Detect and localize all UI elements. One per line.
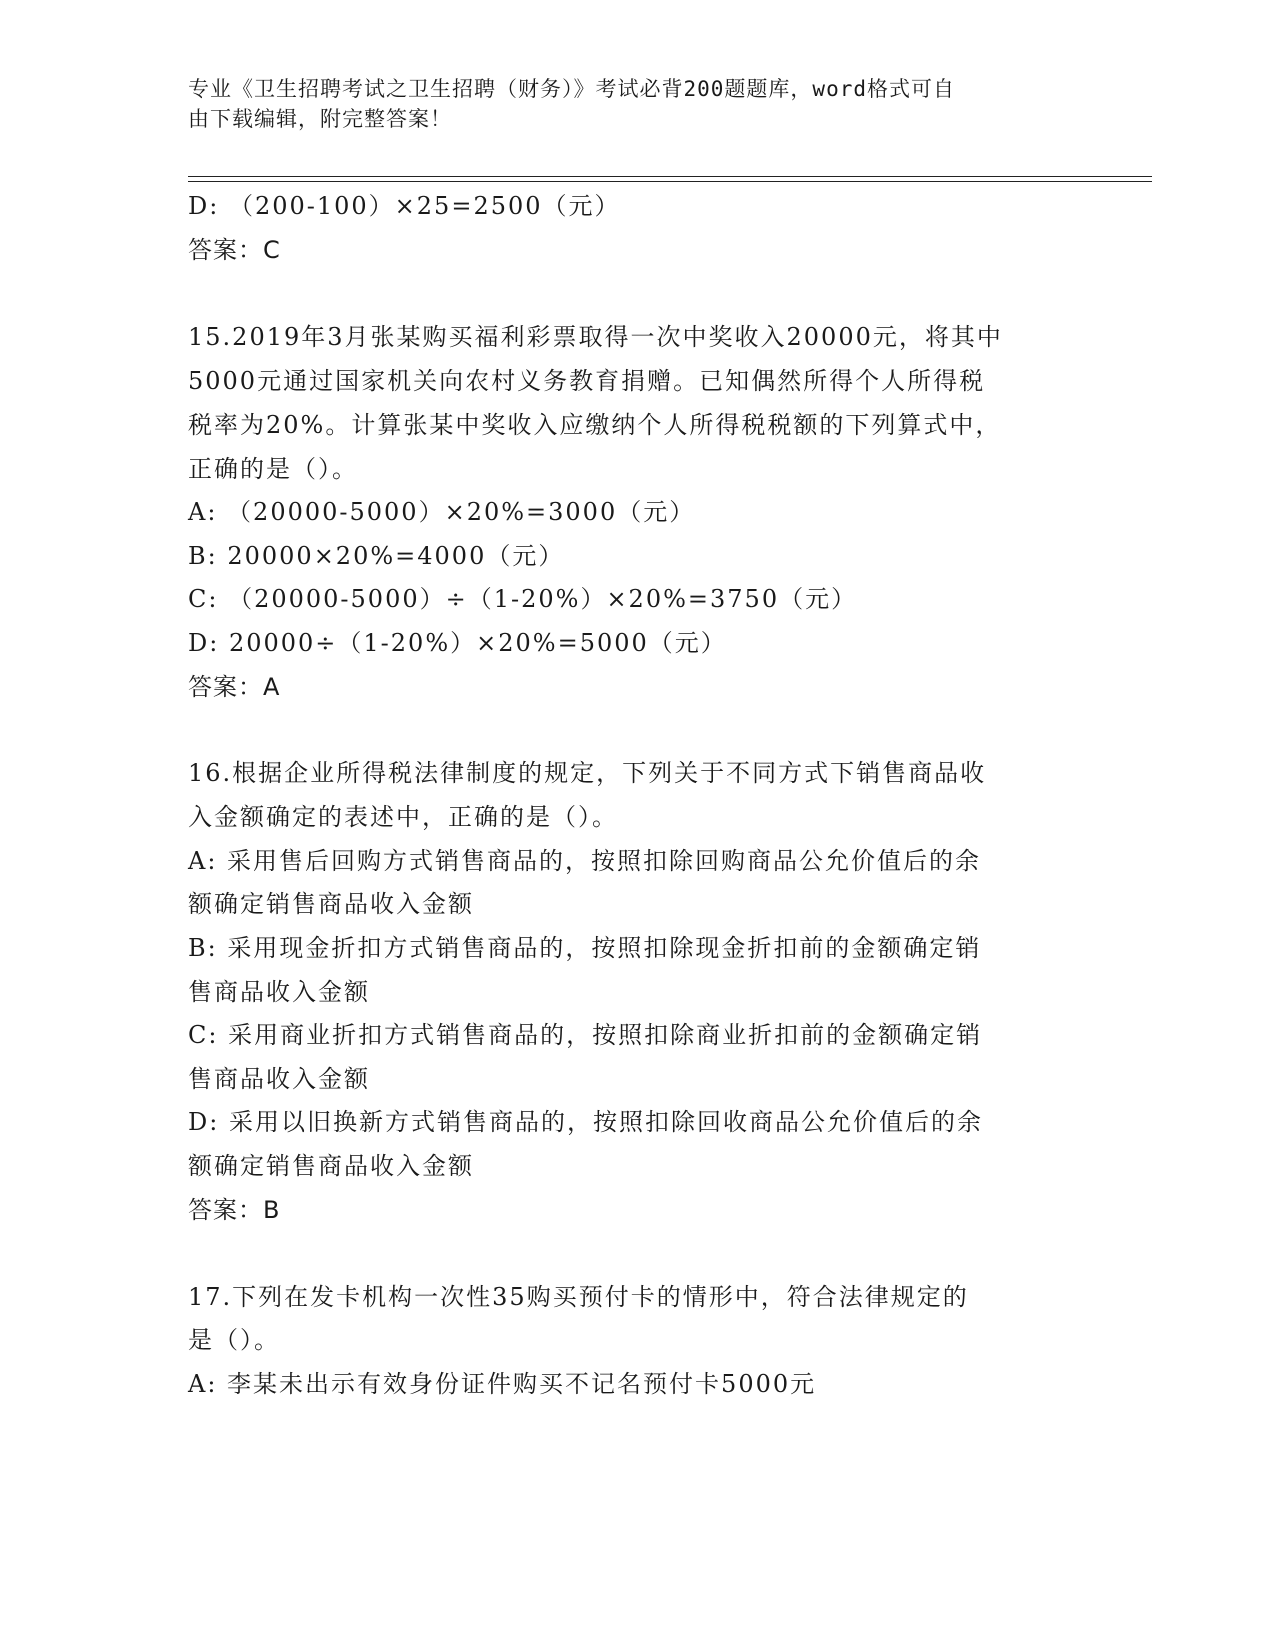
header-line-1: 专业《卫生招聘考试之卫生招聘（财务）》考试必背200题题库，word格式可自 — [188, 77, 955, 101]
q15-option-b: B: 20000×20%=4000（元） — [188, 542, 565, 570]
q15-stem-line-3: 税率为20%。计算张某中奖收入应缴纳个人所得税税额的下列算式中， — [188, 411, 1002, 439]
q16-option-d-line-2: 额确定销售商品收入金额 — [188, 1152, 474, 1180]
q15-option-a: A: （20000-5000）×20%=3000（元） — [188, 498, 696, 526]
q16-option-b-line-1: B: 采用现金折扣方式销售商品的，按照扣除现金折扣前的金额确定销 — [188, 934, 982, 962]
q15-option-c: C: （20000-5000）÷（1-20%）×20%=3750（元） — [188, 585, 858, 613]
q15-stem-line-1: 15.2019年3月张某购买福利彩票取得一次中奖收入20000元，将其中 — [188, 323, 1003, 351]
header-line-2: 由下载编辑，附完整答案！ — [188, 107, 452, 131]
q17-option-a: A: 李某未出示有效身份证件购买不记名预付卡5000元 — [188, 1370, 817, 1398]
q14-option-d: D: （200-100）×25=2500（元） — [188, 192, 621, 220]
header-text — [188, 74, 1088, 134]
q15-answer: 答案：A — [188, 673, 281, 701]
q16-option-a-line-2: 额确定销售商品收入金额 — [188, 890, 474, 918]
q16-option-c-line-2: 售商品收入金额 — [188, 1065, 370, 1093]
header-divider-bottom — [188, 181, 1152, 182]
q16-stem-line-1: 16.根据企业所得税法律制度的规定，下列关于不同方式下销售商品收 — [188, 759, 987, 787]
q16-option-a-line-1: A: 采用售后回购方式销售商品的，按照扣除回购商品公允价值后的余 — [188, 847, 982, 875]
q15-option-d: D: 20000÷（1-20%）×20%=5000（元） — [188, 629, 727, 657]
q16-option-d-line-1: D: 采用以旧换新方式销售商品的，按照扣除回收商品公允价值后的余 — [188, 1108, 983, 1136]
q16-option-b-line-2: 售商品收入金额 — [188, 978, 370, 1006]
q16-option-c-line-1: C: 采用商业折扣方式销售商品的，按照扣除商业折扣前的金额确定销 — [188, 1021, 983, 1049]
q15-stem-line-2: 5000元通过国家机关向农村义务教育捐赠。已知偶然所得个人所得税 — [188, 367, 986, 395]
q16-stem-line-2: 入金额确定的表述中，正确的是（）。 — [188, 803, 618, 831]
q17-stem-line-1: 17.下列在发卡机构一次性35购买预付卡的情形中，符合法律规定的 — [188, 1283, 969, 1311]
q15-stem-line-4: 正确的是（）。 — [188, 455, 358, 483]
q17-stem-line-2: 是（）。 — [188, 1326, 280, 1354]
header-divider-top — [188, 176, 1152, 177]
q14-answer: 答案：C — [188, 236, 281, 264]
q16-answer: 答案：B — [188, 1196, 281, 1224]
